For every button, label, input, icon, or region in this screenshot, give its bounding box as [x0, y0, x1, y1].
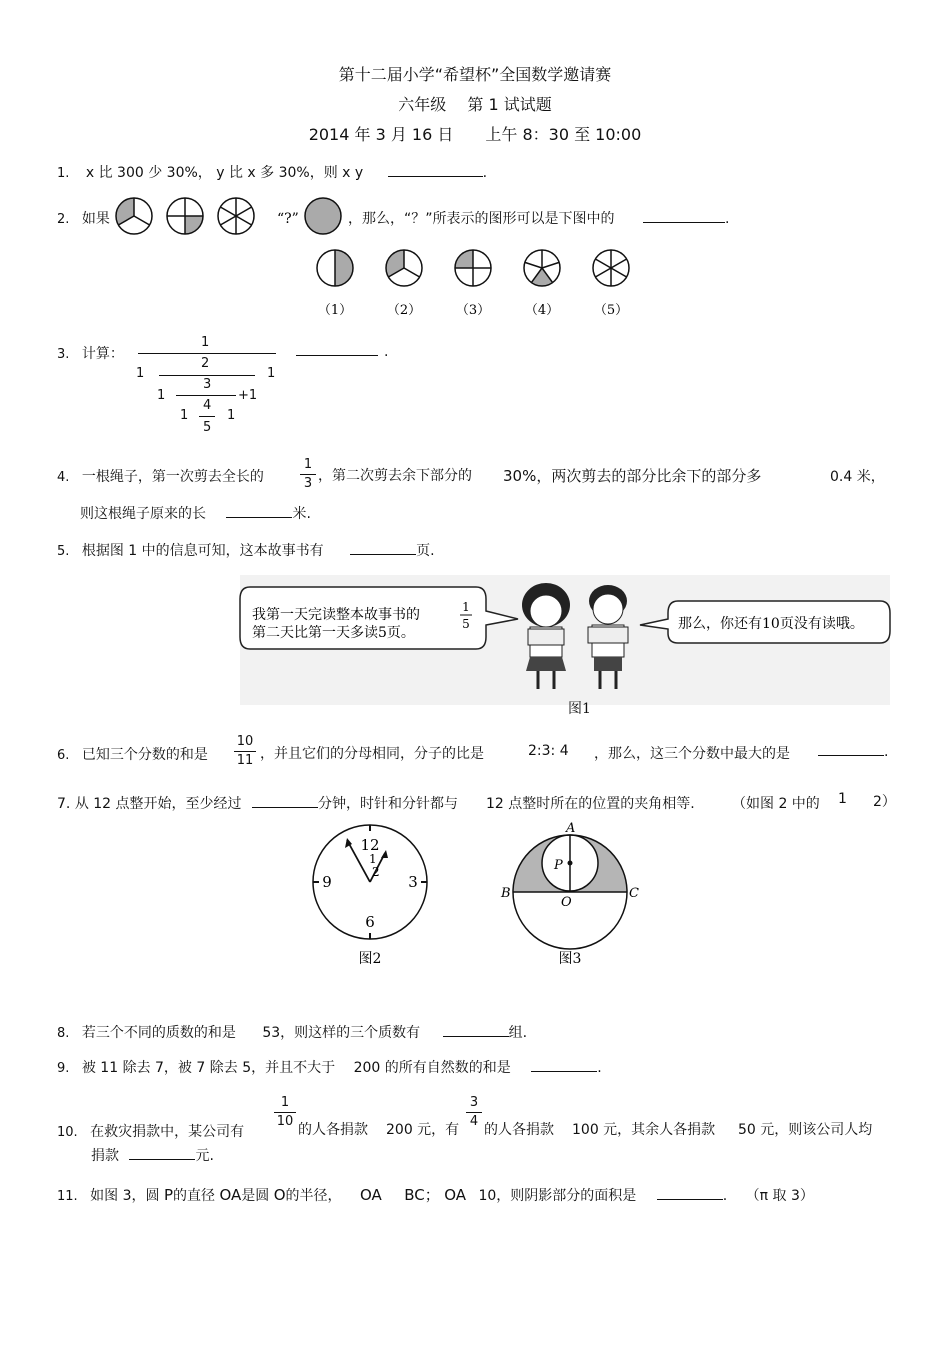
svg-text:12: 12 — [360, 836, 380, 854]
figure-3-geometry — [498, 820, 643, 970]
answer-blank — [818, 755, 884, 756]
option-2-third-shaded-icon — [386, 250, 422, 286]
svg-text:9: 9 — [322, 873, 332, 891]
date-time-line: 2014 年 3 月 16 日 上午 8：30 至 10:00 — [308, 125, 642, 144]
answer-blank — [296, 355, 378, 356]
answer-blank — [443, 1036, 509, 1037]
option-4-fifth-shaded-icon — [524, 250, 560, 286]
fraction-bar — [176, 395, 236, 396]
svg-text:3: 3 — [408, 873, 418, 891]
answer-blank — [226, 517, 292, 518]
circle-quarters-shaded-icon — [167, 198, 203, 234]
contest-title: 第十二届小学“希望杯”全国数学邀请赛 — [338, 65, 612, 84]
boy-reading-icon — [588, 585, 628, 689]
svg-text:5: 5 — [462, 617, 470, 631]
answer-blank — [350, 554, 416, 555]
answer-blank — [531, 1071, 597, 1072]
question-8: 8. 若三个不同的质数的和是 53，则这样的三个质数有 组. — [57, 1025, 528, 1041]
question-1: 1. x 比 300 少 30%， y 比 x 多 30%，则 x y . — [57, 165, 488, 181]
question-3-label: 3. 计算： — [57, 346, 124, 362]
svg-text:A: A — [566, 821, 576, 836]
question-11: 11. 如图 3，圆 P的直径 OA是圆 O的半径， OA BC； OA 10，则阴影部分的面积是 . （π 取 3） — [57, 1186, 814, 1204]
fraction-bar — [159, 375, 255, 376]
fraction-bar — [199, 416, 215, 417]
question-7: 7. 从 12 点整开始，至少经过 分钟，时针和分针都与 — [57, 796, 458, 812]
question-2-example-figures — [115, 196, 345, 238]
fraction-ten-elevenths: $\frac{10}{11}$ — [234, 733, 256, 770]
question-4-line-2: 则这根绳子原来的长 米. — [80, 506, 311, 522]
answer-blank — [252, 807, 318, 808]
figure-3-caption: 图3 — [558, 951, 582, 967]
question-9: 9. 被 11 除去 7，被 7 除去 5，并且不大于 200 的所有自然数的和是 . — [57, 1060, 602, 1076]
option-5-sixths-icon — [593, 250, 629, 286]
fraction-one-tenth: $\frac{1}{10}$ — [274, 1094, 296, 1131]
answer-blank — [388, 176, 483, 177]
svg-text:我第一天完读整本故事书的: 我第一天完读整本故事书的 — [252, 607, 420, 623]
svg-text:6: 6 — [365, 913, 375, 931]
option-5-label: （5） — [593, 303, 629, 318]
svg-text:1: 1 — [369, 852, 377, 866]
question-2-prefix: 2. 如果 — [57, 211, 110, 227]
grade-line: 六年级 第 1 试试题 — [398, 95, 552, 114]
figure-2-caption: 图2 — [358, 951, 382, 967]
figure-1-caption: 图1 — [568, 701, 591, 717]
question-3-answer: . — [296, 344, 388, 360]
question-6: 6. 已知三个分数的和是 — [57, 747, 208, 763]
girl-reading-icon — [522, 583, 570, 689]
option-4-label: （4） — [524, 303, 560, 318]
circle-sixths-icon — [218, 198, 254, 234]
circle-full-shaded-icon — [305, 198, 341, 234]
fraction-three-quarters: $\frac{3}{4}$ — [466, 1094, 482, 1131]
figure-2-clock — [305, 820, 435, 970]
svg-text:P: P — [554, 858, 563, 873]
answer-blank — [643, 222, 725, 223]
question-2-options — [310, 248, 640, 323]
question-10-line-2: 捐款 元. — [91, 1148, 214, 1164]
circle-thirds-shaded-icon — [116, 198, 152, 234]
svg-text:2: 2 — [372, 865, 380, 879]
option-2-label: （2） — [386, 303, 422, 318]
option-3-label: （3） — [455, 303, 491, 318]
fraction-one-third: $\frac{1}{3}$ — [300, 456, 316, 493]
svg-text:第二天比第一天多读5页。: 第二天比第一天多读5页。 — [252, 625, 415, 641]
svg-text:1: 1 — [462, 600, 470, 614]
answer-blank — [129, 1159, 195, 1160]
option-3-quarter-shaded-icon — [455, 250, 491, 286]
question-5: 5. 根据图 1 中的信息可知，这本故事书有 页. — [57, 543, 435, 559]
svg-text:C: C — [629, 886, 639, 901]
svg-text:O: O — [561, 895, 572, 910]
svg-text:“?”: “?” — [277, 211, 299, 227]
question-2-text: ，那么，“？”所表示的图形可以是下图中的 . — [348, 211, 730, 227]
option-1-half-shaded-icon — [317, 250, 353, 286]
option-1-label: （1） — [317, 303, 353, 318]
svg-text:那么，你还有10页没有读哦。: 那么，你还有10页没有读哦。 — [678, 616, 864, 632]
answer-blank — [657, 1199, 723, 1200]
question-4-line-1: 4. 一根绳子，第一次剪去全长的 — [57, 469, 264, 485]
svg-text:B: B — [501, 886, 511, 901]
fraction-bar — [138, 353, 276, 354]
figure-1-drawing — [236, 575, 892, 705]
question-10: 10. 在救灾捐款中，某公司有 — [57, 1124, 245, 1140]
